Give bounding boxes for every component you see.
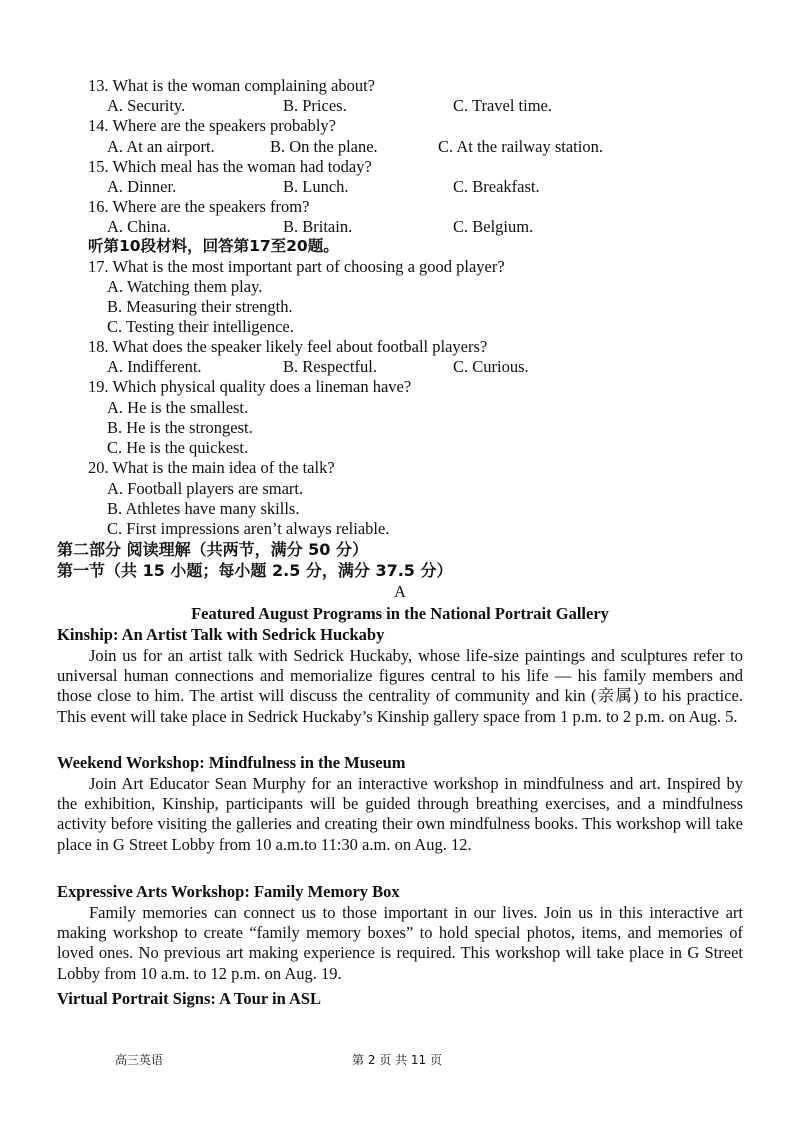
q14-option-b: B. On the plane. xyxy=(270,137,378,156)
program-body-kinship: Join us for an artist talk with Sedrick Huckaby, whose life-size paintings and sculptures refer to universal human connections and memorialize figures central to his life — his family members and those close to him. The artist will discuss the centrality of community and kin (亲属) to his practice. This event will take place in Sedrick Huckaby’s Kinship gallery space from 1 p.m. to 2 p.m. on Aug. 5. xyxy=(57,646,743,726)
question-15: 15. Which meal has the woman had today? xyxy=(88,157,372,176)
q13-option-a: A. Security. xyxy=(107,96,186,115)
question-16: 16. Where are the speakers from? xyxy=(88,197,310,216)
q19-option-a: A. He is the smallest. xyxy=(107,398,249,417)
q20-option-b: B. Athletes have many skills. xyxy=(107,499,300,518)
q17-option-c: C. Testing their intelligence. xyxy=(107,317,294,336)
program-heading-asl-tour: Virtual Portrait Signs: A Tour in ASL xyxy=(57,989,322,1008)
q14-option-c: C. At the railway station. xyxy=(438,137,603,156)
footer-page-number: 第 2 页 共 11 页 xyxy=(352,1053,442,1067)
passage-letter: A xyxy=(394,582,406,601)
question-14: 14. Where are the speakers probably? xyxy=(88,116,336,135)
q17-option-b: B. Measuring their strength. xyxy=(107,297,293,316)
q15-option-c: C. Breakfast. xyxy=(453,177,540,196)
program-heading-memory-box: Expressive Arts Workshop: Family Memory Box xyxy=(57,882,400,901)
q14-option-a: A. At an airport. xyxy=(107,137,215,156)
q19-option-c: C. He is the quickest. xyxy=(107,438,249,457)
question-18: 18. What does the speaker likely feel about football players? xyxy=(88,337,488,356)
program-heading-kinship: Kinship: An Artist Talk with Sedrick Huckaby xyxy=(57,625,385,644)
q20-option-a: A. Football players are smart. xyxy=(107,479,304,498)
q18-option-c: C. Curious. xyxy=(453,357,529,376)
program-heading-mindfulness: Weekend Workshop: Mindfulness in the Museum xyxy=(57,753,406,772)
reading-part-title: 第二部分 阅读理解（共两节，满分 50 分） xyxy=(57,540,368,559)
question-17: 17. What is the most important part of choosing a good player? xyxy=(88,257,505,276)
q16-option-c: C. Belgium. xyxy=(453,217,534,236)
q16-option-a: A. China. xyxy=(107,217,171,236)
passage-title: Featured August Programs in the National Portrait Gallery xyxy=(191,604,609,623)
q18-option-a: A. Indifferent. xyxy=(107,357,202,376)
section-10-instruction: 听第10段材料，回答第17至20题。 xyxy=(88,237,339,255)
reading-section-title: 第一节（共 15 小题；每小题 2.5 分，满分 37.5 分） xyxy=(57,561,453,580)
question-19: 19. Which physical quality does a lineman have? xyxy=(88,377,412,396)
program-body-mindfulness: Join Art Educator Sean Murphy for an interactive workshop in mindfulness and art. Inspired by the exhibition, Kinship, participants will be guided through breathing exercises, and a mindfulness activity before visiting the galleries and creating their own mindfulness books. This workshop will take place in G Street Lobby from 10 a.m.to 11:30 a.m. on Aug. 12. xyxy=(57,774,743,854)
program-body-memory-box: Family memories can connect us to those important in our lives. Join us in this interactive art making workshop to create “family memory boxes” to hold special photos, items, and memories of loved ones. No previous art making experience is required. This workshop will take place in G Street Lobby from 10 a.m. to 12 p.m. on Aug. 19. xyxy=(57,903,743,983)
q13-option-b: B. Prices. xyxy=(283,96,347,115)
q13-option-c: C. Travel time. xyxy=(453,96,553,115)
question-13: 13. What is the woman complaining about? xyxy=(88,76,376,95)
q19-option-b: B. He is the strongest. xyxy=(107,418,253,437)
q17-option-a: A. Watching them play. xyxy=(107,277,263,296)
q20-option-c: C. First impressions aren’t always reliable. xyxy=(107,519,390,538)
q18-option-b: B. Respectful. xyxy=(283,357,377,376)
q15-option-b: B. Lunch. xyxy=(283,177,349,196)
question-20: 20. What is the main idea of the talk? xyxy=(88,458,335,477)
q16-option-b: B. Britain. xyxy=(283,217,353,236)
q15-option-a: A. Dinner. xyxy=(107,177,177,196)
footer-subject: 高三英语 xyxy=(115,1053,164,1067)
